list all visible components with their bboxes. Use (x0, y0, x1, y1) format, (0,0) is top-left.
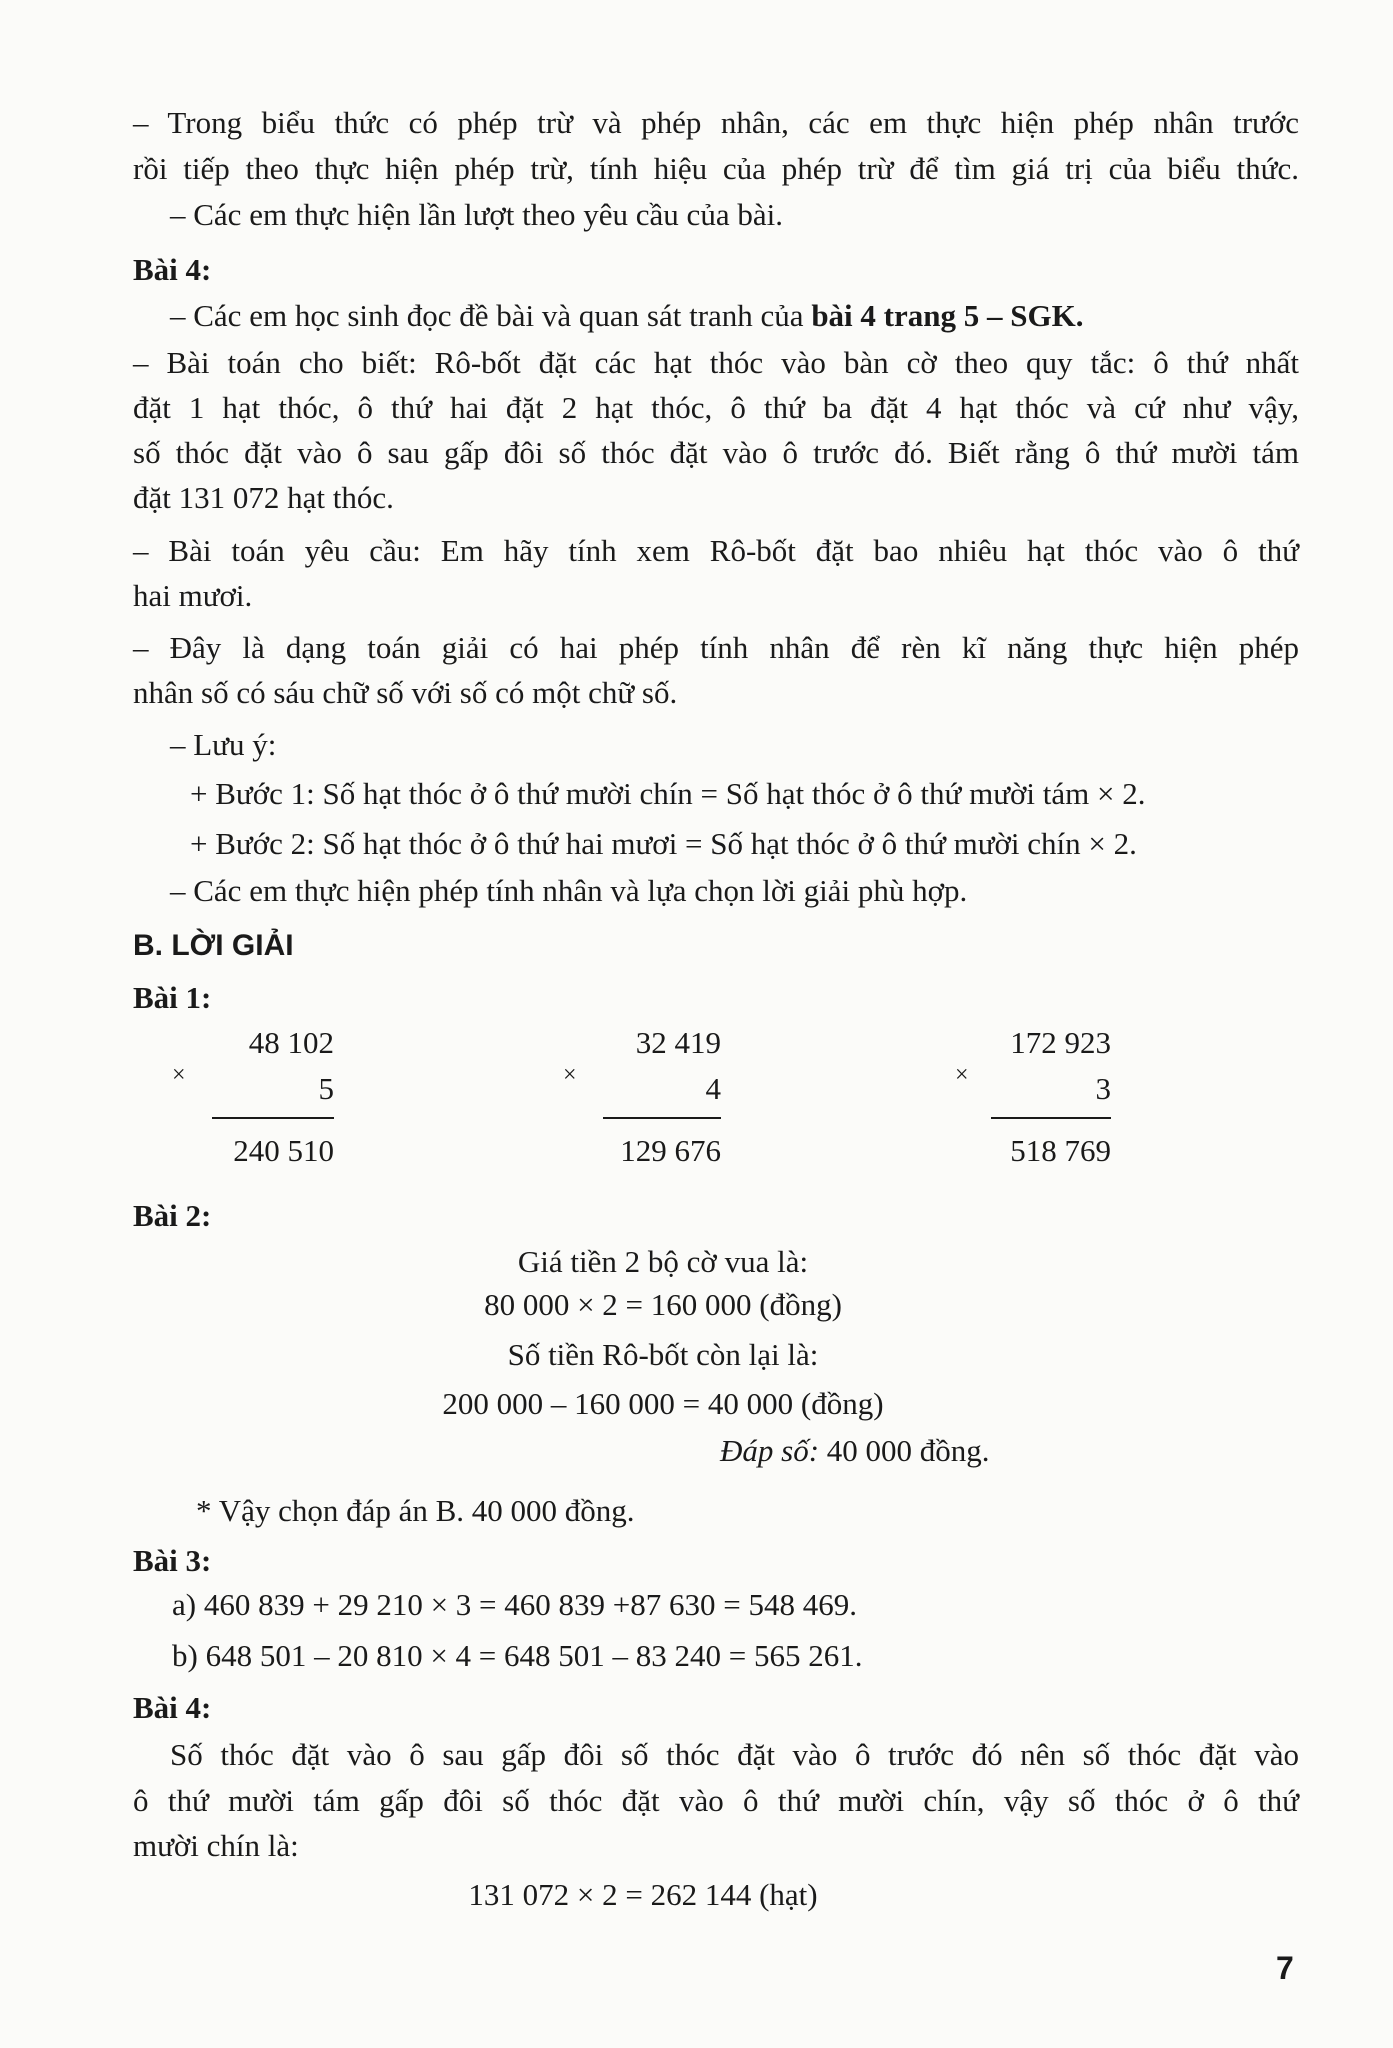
product: 240 510 (233, 1133, 334, 1168)
paragraph-line: – Các em học sinh đọc đề bài và quan sát tranh của bài 4 trang 5 – SGK. (170, 298, 1084, 333)
multiplicand: 32 419 (635, 1025, 721, 1060)
solution-line: Giá tiền 2 bộ cờ vua là: (517, 1244, 809, 1279)
multiply-sign: × (172, 1062, 186, 1088)
multiplication-1 (172, 1025, 334, 1175)
solution-line: 131 072 × 2 = 262 144 (hạt) (468, 1877, 818, 1912)
exercise-heading: Bài 1: (133, 980, 212, 1015)
exercise-heading: Bài 4: (133, 252, 212, 287)
solution-line: a) 460 839 + 29 210 × 3 = 460 839 +87 630 = 548 469. (172, 1587, 857, 1622)
answer-line: Đáp số: 40 000 đồng. (720, 1433, 990, 1468)
multiply-sign: × (563, 1062, 577, 1088)
result-line (603, 1117, 721, 1119)
multiplier: 3 (1095, 1071, 1111, 1106)
multiplication-2 (563, 1025, 721, 1175)
solution-line: 200 000 – 160 000 = 40 000 (đồng) (442, 1386, 884, 1421)
exercise-heading: Bài 4: (133, 1690, 212, 1725)
paragraph-line: Số thóc đặt vào ô sau gấp đôi số thóc đặt vào ô trước đó nên số thóc đặt vào (170, 1737, 1299, 1772)
multiplier: 4 (705, 1071, 721, 1106)
exercise-heading: Bài 3: (133, 1543, 212, 1578)
page-number: 7 (1276, 1950, 1294, 1986)
result-line (991, 1117, 1111, 1119)
paragraph-line: – Bài toán cho biết: Rô-bốt đặt các hạt thóc vào bàn cờ theo quy tắc: ô thứ nhất (133, 345, 1299, 380)
paragraph-line: – Các em thực hiện lần lượt theo yêu cầu của bài. (170, 197, 783, 232)
solution-line: 80 000 × 2 = 160 000 (đồng) (484, 1287, 842, 1322)
multiplicand: 48 102 (248, 1025, 334, 1060)
paragraph-line: rồi tiếp theo thực hiện phép trừ, tính hiệu của phép trừ để tìm giá trị của biểu thức. (133, 151, 1299, 186)
solution-line: b) 648 501 – 20 810 × 4 = 648 501 – 83 240 = 565 261. (172, 1638, 863, 1673)
product: 518 769 (1010, 1133, 1111, 1168)
solution-line: Số tiền Rô-bốt còn lại là: (507, 1337, 819, 1372)
paragraph-line: – Các em thực hiện phép tính nhân và lựa chọn lời giải phù hợp. (170, 873, 968, 908)
product: 129 676 (620, 1133, 721, 1168)
paragraph-line: – Bài toán yêu cầu: Em hãy tính xem Rô-bốt đặt bao nhiêu hạt thóc vào ô thứ (133, 533, 1299, 568)
paragraph-line: hai mươi. (133, 578, 253, 613)
paragraph-line: ô thứ mười tám gấp đôi số thóc đặt vào ô thứ mười chín, vậy số thóc ở ô thứ (133, 1783, 1299, 1818)
paragraph-line: đặt 1 hạt thóc, ô thứ hai đặt 2 hạt thóc, ô thứ ba đặt 4 hạt thóc và cứ như vậy, (133, 390, 1299, 425)
result-line (212, 1117, 334, 1119)
section-heading: B. LỜI GIẢI (133, 929, 294, 962)
paragraph-line: nhân số có sáu chữ số với số có một chữ số. (133, 675, 678, 710)
paragraph-line: mười chín là: (133, 1828, 299, 1863)
exercise-heading: Bài 2: (133, 1198, 212, 1233)
multiply-sign: × (955, 1062, 969, 1088)
choice-line: * Vậy chọn đáp án B. 40 000 đồng. (196, 1493, 635, 1528)
multiplication-3 (955, 1025, 1111, 1175)
paragraph-line: – Lưu ý: (170, 727, 277, 762)
multiplicand: 172 923 (1010, 1025, 1111, 1060)
paragraph-line: – Đây là dạng toán giải có hai phép tính nhân để rèn kĩ năng thực hiện phép (133, 630, 1299, 665)
paragraph-line: + Bước 1: Số hạt thóc ở ô thứ mười chín = Số hạt thóc ở ô thứ mười tám × 2. (190, 776, 1146, 811)
multiplier: 5 (318, 1071, 334, 1106)
paragraph-line: số thóc đặt vào ô sau gấp đôi số thóc đặt vào ô trước đó. Biết rằng ô thứ mười tám (133, 435, 1299, 470)
paragraph-line: + Bước 2: Số hạt thóc ở ô thứ hai mươi = Số hạt thóc ở ô thứ mười chín × 2. (190, 826, 1137, 861)
paragraph-line: – Trong biểu thức có phép trừ và phép nhân, các em thực hiện phép nhân trước (133, 105, 1299, 140)
paragraph-line: đặt 131 072 hạt thóc. (133, 480, 394, 515)
